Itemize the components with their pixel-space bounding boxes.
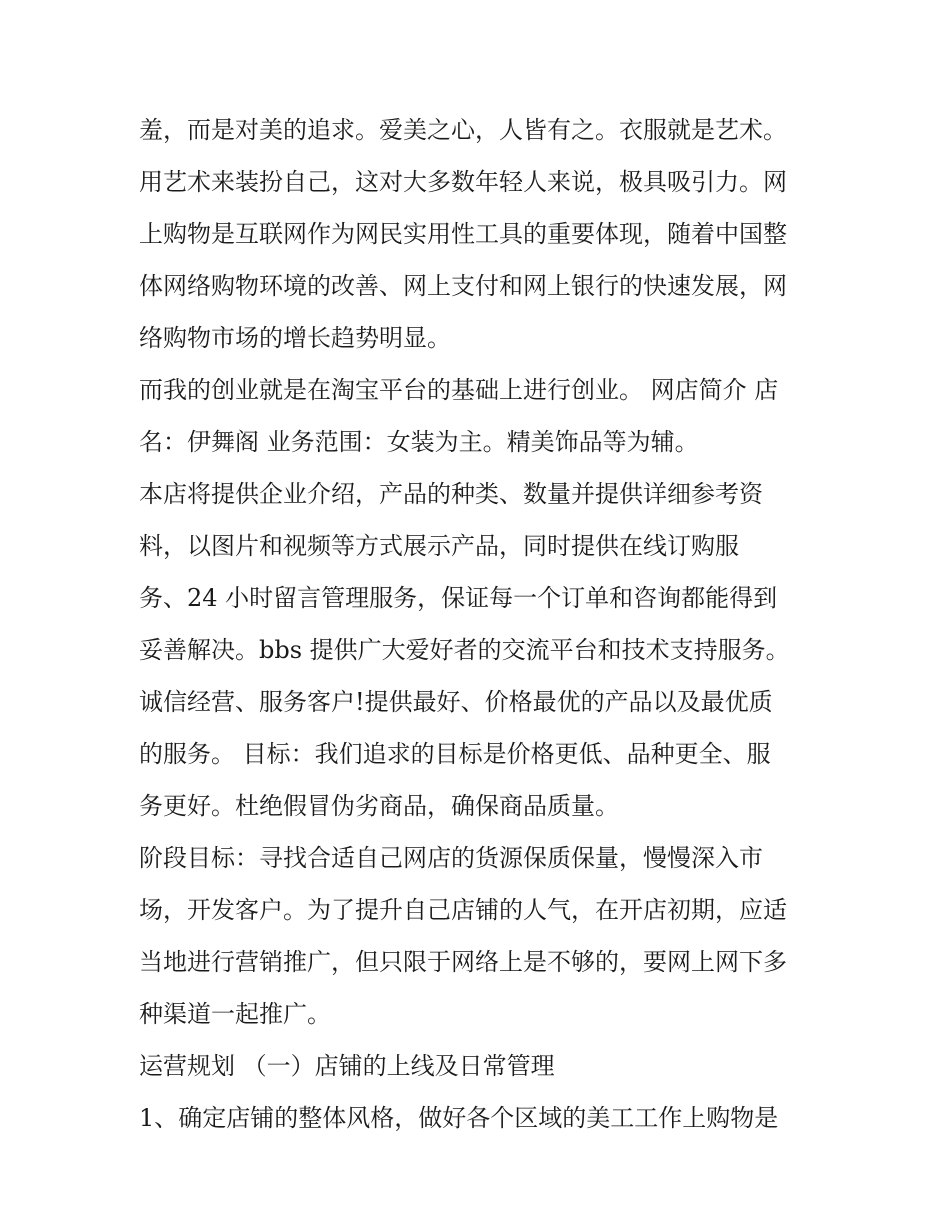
text-line: 务更好。杜绝假冒伪劣商品，确保商品质量。 xyxy=(139,792,619,820)
text-line: 名：伊舞阁 业务范围：女装为主。精美饰品等为辅。 xyxy=(139,428,699,456)
body-text xyxy=(139,104,819,1144)
text-line: 务、24 小时留言管理服务，保证每一个订单和咨询都能得到 xyxy=(139,584,778,612)
text-line: 上购物是互联网作为网民实用性工具的重要体现，随着中国整 xyxy=(139,220,787,248)
text-line: 络购物市场的增长趋势明显。 xyxy=(139,324,451,352)
text-line: 料，以图片和视频等方式展示产品，同时提供在线订购服 xyxy=(139,532,739,560)
text-line: 而我的创业就是在淘宝平台的基础上进行创业。 网店简介 店 xyxy=(139,376,779,404)
text-line: 阶段目标：寻找合适自己网店的货源保质保量，慢慢深入市 xyxy=(139,844,763,872)
text-line: 妥善解决。bbs 提供广大爱好者的交流平台和技术支持服务。 xyxy=(139,636,790,664)
text-line: 的服务。 目标：我们追求的目标是价格更低、品种更全、服 xyxy=(139,740,771,768)
text-line: 场，开发客户。为了提升自己店铺的人气，在开店初期，应适 xyxy=(139,896,787,924)
text-line: 运营规划 （一）店铺的上线及日常管理 xyxy=(139,1052,555,1080)
text-line: 1、确定店铺的整体风格，做好各个区域的美工工作上购物是 xyxy=(139,1104,779,1132)
text-line: 当地进行营销推广，但只限于网络上是不够的，要网上网下多 xyxy=(139,948,787,976)
text-line: 诚信经营、服务客户!提供最好、价格最优的产品以及最优质 xyxy=(139,688,773,716)
text-line: 体网络购物环境的改善、网上支付和网上银行的快速发展，网 xyxy=(139,272,787,300)
text-line: 羞，而是对美的追求。爱美之心，人皆有之。衣服就是艺术。 xyxy=(139,116,787,144)
text-line: 本店将提供企业介绍，产品的种类、数量并提供详细参考资 xyxy=(139,480,763,508)
text-line: 用艺术来装扮自己，这对大多数年轻人来说，极具吸引力。网 xyxy=(139,168,787,196)
text-line: 种渠道一起推广。 xyxy=(139,1000,331,1028)
